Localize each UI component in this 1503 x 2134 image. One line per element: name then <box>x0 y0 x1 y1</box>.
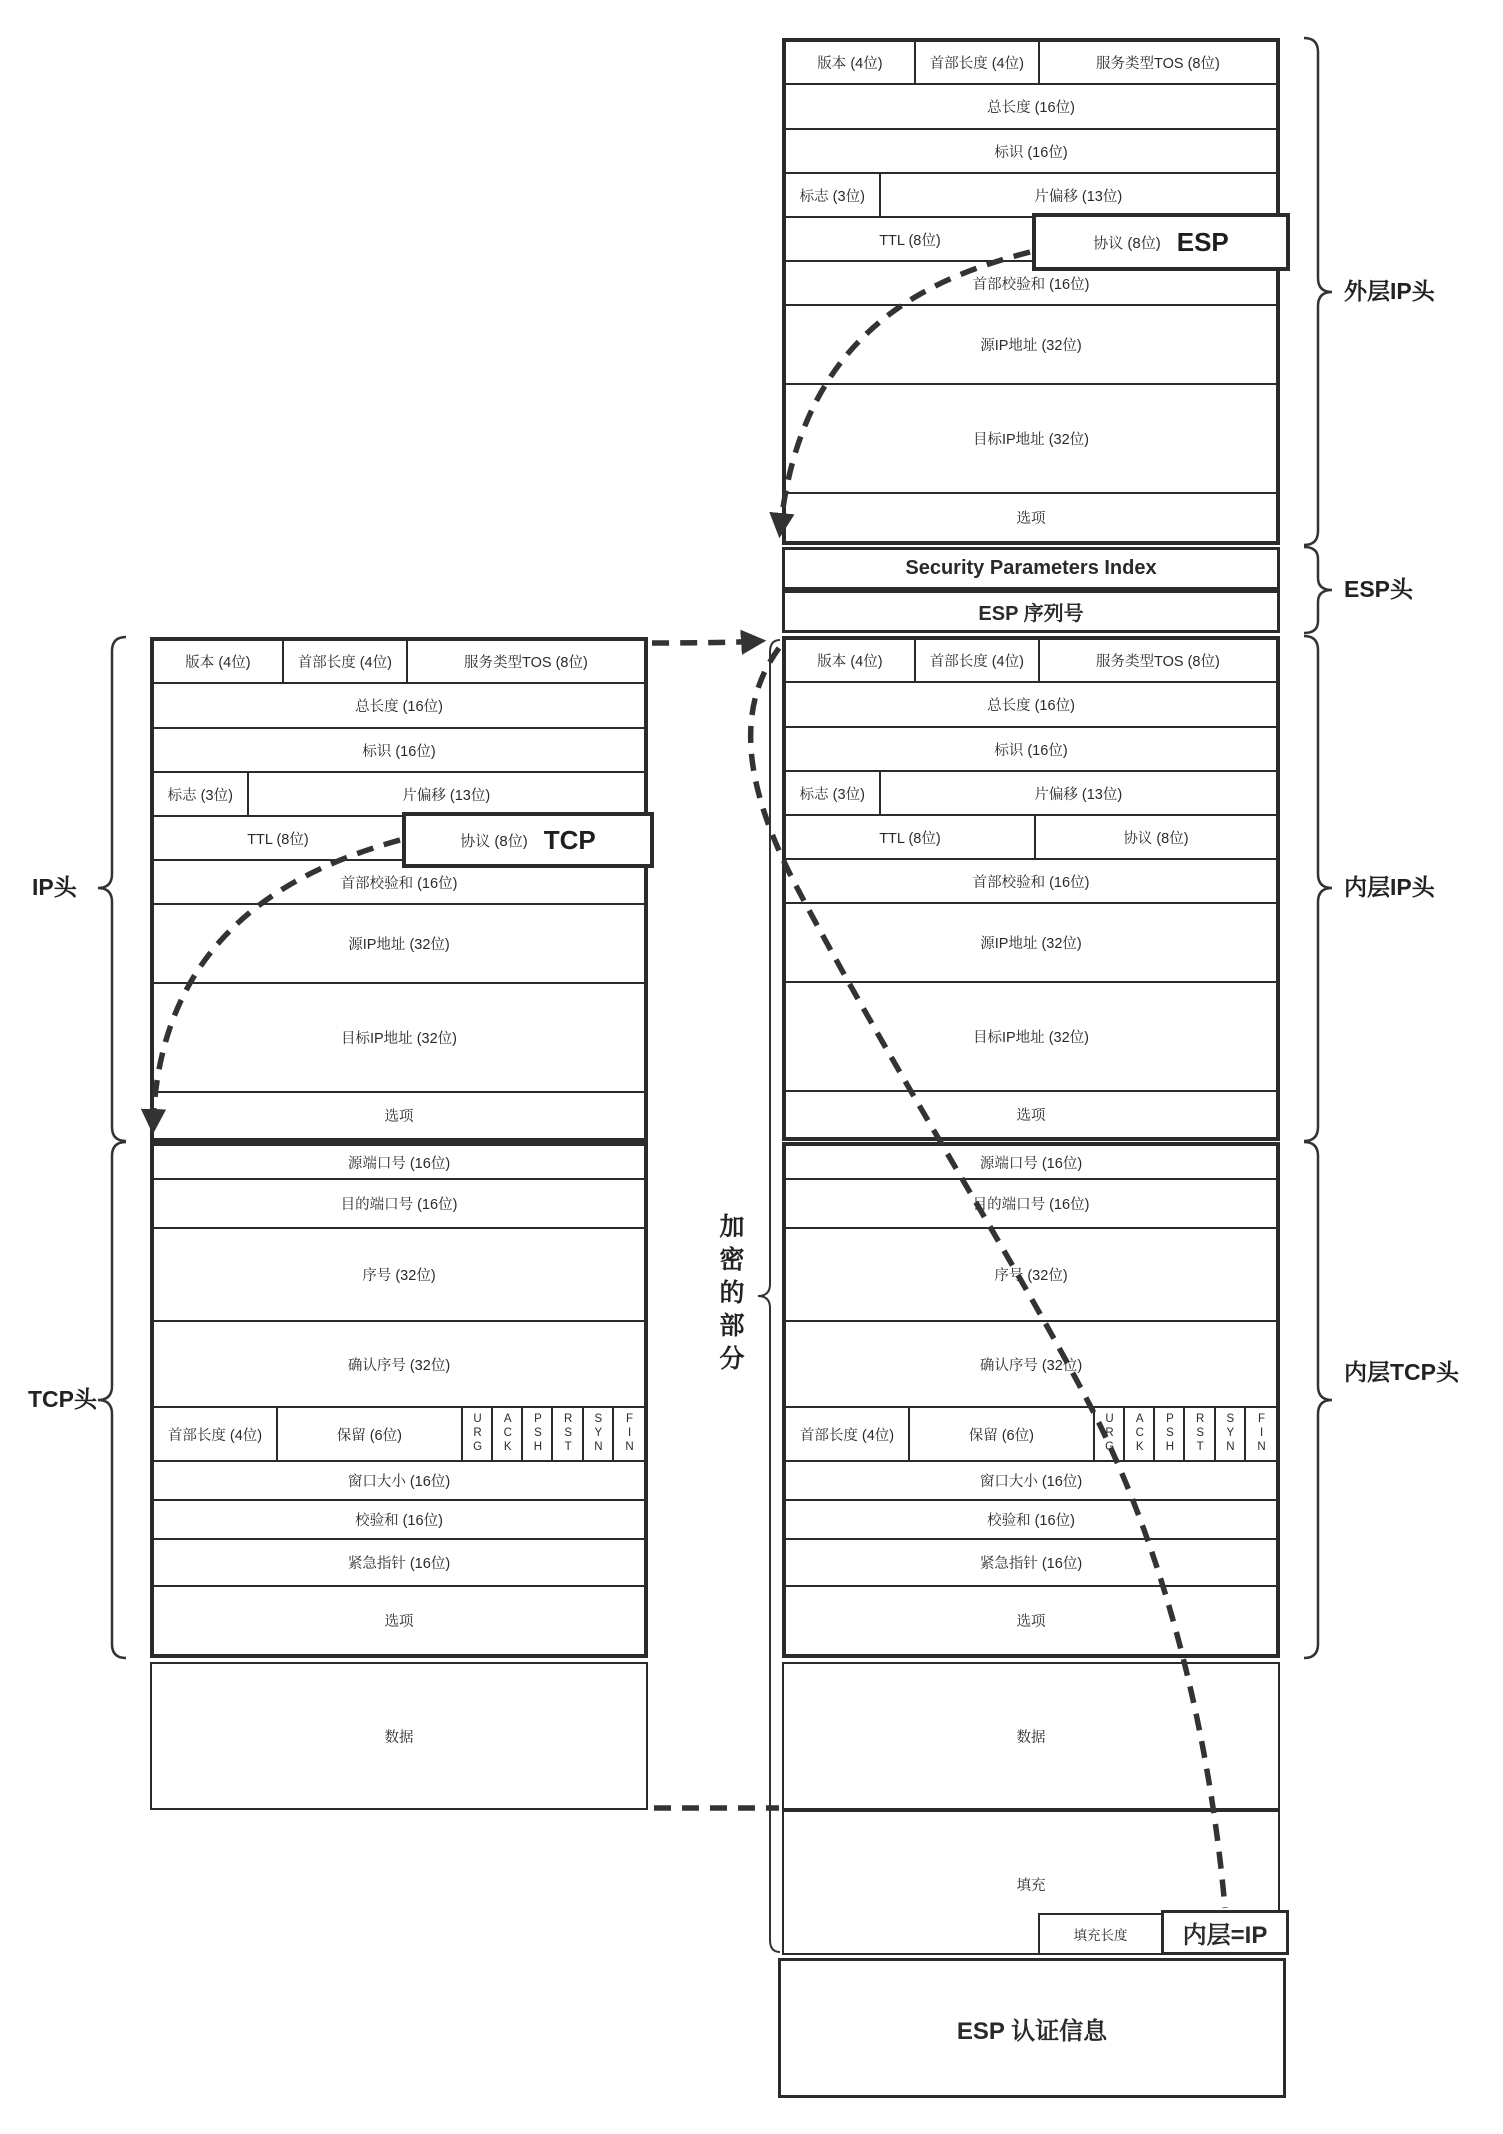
field-sequence: 序号 (32位) <box>994 1268 1068 1284</box>
field-reserved: 保留 (6位) <box>278 1408 463 1460</box>
field-ttl: TTL (8位) <box>786 218 1036 260</box>
brace-encrypted-part <box>758 640 780 1952</box>
table-row <box>154 641 644 684</box>
field-flags: 标志 (3位) <box>786 772 881 814</box>
field-options: 选项 <box>1016 511 1046 527</box>
table-row <box>154 773 644 817</box>
left-tcp-section-label: TCP头 <box>28 1386 97 1412</box>
table-row <box>154 905 644 984</box>
inner-ip-header-table <box>782 636 1280 1141</box>
field-header-checksum: 首部校验和 (16位) <box>340 875 458 892</box>
field-source-ip: 源IP地址 (32位) <box>348 937 450 953</box>
field-ttl: TTL (8位) <box>154 817 404 859</box>
arrow-left-ip-to-inner-ip <box>652 641 760 643</box>
table-row <box>154 1587 644 1654</box>
field-source-port: 源端口号 (16位) <box>347 1155 451 1172</box>
table-row <box>786 1408 1276 1462</box>
table-row <box>154 1501 644 1540</box>
brace-left-tcp-header <box>98 1142 126 1658</box>
flag-rst: RST <box>1185 1408 1215 1460</box>
table-row <box>786 983 1276 1092</box>
table-row <box>786 772 1276 816</box>
protocol-label: 协议 (8位) <box>460 832 528 850</box>
field-flags: 标志 (3位) <box>154 773 249 815</box>
table-row <box>786 640 1276 683</box>
field-options: 选项 <box>1016 1108 1046 1124</box>
protocol-tcp-highlight <box>402 812 654 868</box>
field-sequence: 序号 (32位) <box>362 1268 436 1284</box>
inner-ip-section-label: 内层IP头 <box>1344 874 1435 900</box>
flag-rst: RST <box>553 1408 583 1460</box>
table-row <box>786 306 1276 385</box>
field-header-checksum: 首部校验和 (16位) <box>972 276 1090 293</box>
table-row <box>786 904 1276 983</box>
flag-fin: FIN <box>623 1413 636 1455</box>
field-source-ip: 源IP地址 (32位) <box>980 936 1082 952</box>
padding-label: 填充 <box>1016 1878 1046 1894</box>
table-row <box>786 860 1276 904</box>
table-row <box>154 1180 644 1229</box>
table-row <box>154 1540 644 1587</box>
flag-syn: SYN <box>584 1408 614 1460</box>
field-version: 版本 (4位) <box>786 42 916 83</box>
table-row <box>786 1180 1276 1229</box>
field-identification: 标识 (16位) <box>994 144 1068 161</box>
field-reserved: 保留 (6位) <box>910 1408 1095 1460</box>
field-ihl: 首部长度 (4位) <box>916 42 1040 83</box>
brace-esp-header <box>1304 547 1332 633</box>
table-row <box>786 385 1276 494</box>
esp-header-section-label: ESP头 <box>1344 576 1414 602</box>
right-data-box: 数据 <box>782 1662 1280 1810</box>
field-tcp-options: 选项 <box>1016 1614 1046 1630</box>
esp-auth-box: ESP 认证信息 <box>778 1958 1286 2098</box>
field-tos: 服务类型TOS (8位) <box>464 655 588 671</box>
table-row <box>786 130 1276 174</box>
field-tos: 服务类型TOS (8位) <box>1096 56 1220 72</box>
table-row <box>786 85 1276 130</box>
table-row <box>154 1322 644 1408</box>
field-fragment-offset: 片偏移 (13位) <box>1034 188 1123 205</box>
table-row <box>786 1092 1276 1137</box>
esp-sequence-box: ESP 序列号 <box>782 590 1280 633</box>
flag-syn: SYN <box>1216 1408 1246 1460</box>
left-data-box: 数据 <box>150 1662 648 1810</box>
field-dest-port: 目的端口号 (16位) <box>340 1197 458 1213</box>
flag-psh: PSH <box>1155 1408 1185 1460</box>
field-checksum: 校验和 (16位) <box>355 1513 443 1529</box>
table-row <box>786 1229 1276 1322</box>
table-row <box>786 683 1276 728</box>
field-dest-ip: 目标IP地址 (32位) <box>972 432 1089 448</box>
table-row <box>786 728 1276 772</box>
table-row <box>154 1408 644 1462</box>
encrypted-part-label: 加密的部分 <box>716 1213 744 1378</box>
inner-tcp-section-label: 内层TCP头 <box>1344 1359 1459 1385</box>
field-window: 窗口大小 (16位) <box>979 1474 1083 1490</box>
table-row <box>786 1146 1276 1180</box>
brace-inner-tcp-header <box>1304 1142 1332 1658</box>
field-ihl: 首部长度 (4位) <box>916 640 1040 681</box>
field-flags: 标志 (3位) <box>786 174 881 216</box>
outer-ip-header-table <box>782 38 1280 545</box>
table-row <box>786 494 1276 541</box>
flag-ack: ACK <box>493 1408 523 1460</box>
flag-ack: ACK <box>1125 1408 1155 1460</box>
protocol-label: 协议 (8位) <box>1093 234 1161 252</box>
field-version: 版本 (4位) <box>786 640 916 681</box>
table-row <box>786 816 1276 860</box>
field-urgent-pointer: 紧急指针 (16位) <box>347 1556 451 1572</box>
brace-inner-ip-header <box>1304 636 1332 1141</box>
table-row <box>786 1462 1276 1501</box>
outer-ip-section-label: 外层IP头 <box>1344 278 1435 304</box>
table-row <box>154 684 644 729</box>
esp-spi-box: Security Parameters Index <box>782 547 1280 590</box>
field-dest-ip: 目标IP地址 (32位) <box>340 1031 457 1047</box>
protocol-esp-highlight <box>1032 213 1290 271</box>
flag-urg: URG <box>1095 1408 1125 1460</box>
field-options: 选项 <box>384 1109 414 1125</box>
protocol-value-tcp: TCP <box>543 824 596 855</box>
field-tos: 服务类型TOS (8位) <box>1096 654 1220 670</box>
table-row <box>154 1146 644 1180</box>
field-version: 版本 (4位) <box>154 641 284 682</box>
field-protocol: 协议 (8位) <box>1123 830 1189 847</box>
table-row <box>786 1501 1276 1540</box>
field-ttl: TTL (8位) <box>786 816 1036 858</box>
field-header-checksum: 首部校验和 (16位) <box>972 874 1090 891</box>
field-ack: 确认序号 (32位) <box>347 1357 451 1374</box>
table-row <box>786 1540 1276 1587</box>
table-row <box>154 729 644 773</box>
field-identification: 标识 (16位) <box>994 742 1068 759</box>
inner-tcp-header-table <box>782 1142 1280 1658</box>
field-total-length: 总长度 (16位) <box>355 699 443 715</box>
field-ihl: 首部长度 (4位) <box>284 641 408 682</box>
field-tcp-options: 选项 <box>384 1614 414 1630</box>
field-urgent-pointer: 紧急指针 (16位) <box>979 1556 1083 1572</box>
left-ip-header-table <box>150 637 648 1142</box>
table-row <box>154 1462 644 1501</box>
flag-urg: URG <box>463 1408 493 1460</box>
field-data-offset: 首部长度 (4位) <box>154 1408 278 1460</box>
field-total-length: 总长度 (16位) <box>987 698 1075 714</box>
esp-next-header-box: 内层=IP <box>1161 1910 1289 1955</box>
flag-psh: PSH <box>523 1408 553 1460</box>
table-row <box>786 1587 1276 1654</box>
field-fragment-offset: 片偏移 (13位) <box>402 787 491 804</box>
flag-fin: FIN <box>1255 1413 1268 1455</box>
table-row <box>154 984 644 1093</box>
field-fragment-offset: 片偏移 (13位) <box>1034 786 1123 803</box>
table-row <box>154 1093 644 1138</box>
field-total-length: 总长度 (16位) <box>987 100 1075 116</box>
table-row <box>786 42 1276 85</box>
table-row <box>786 174 1276 218</box>
esp-pad-length-box: 填充长度 <box>1038 1913 1163 1955</box>
brace-outer-ip-header <box>1304 38 1332 545</box>
field-identification: 标识 (16位) <box>362 743 436 760</box>
field-ack: 确认序号 (32位) <box>979 1357 1083 1374</box>
table-row <box>154 1229 644 1322</box>
field-dest-ip: 目标IP地址 (32位) <box>972 1030 1089 1046</box>
field-source-ip: 源IP地址 (32位) <box>980 338 1082 354</box>
left-tcp-header-table <box>150 1142 648 1658</box>
brace-left-ip-header <box>98 637 126 1141</box>
field-data-offset: 首部长度 (4位) <box>786 1408 910 1460</box>
field-dest-port: 目的端口号 (16位) <box>972 1197 1090 1213</box>
table-row <box>786 1322 1276 1408</box>
left-ip-section-label: IP头 <box>32 874 77 900</box>
protocol-value-esp: ESP <box>1176 226 1229 257</box>
field-source-port: 源端口号 (16位) <box>979 1155 1083 1172</box>
field-window: 窗口大小 (16位) <box>347 1474 451 1490</box>
field-checksum: 校验和 (16位) <box>987 1513 1075 1529</box>
